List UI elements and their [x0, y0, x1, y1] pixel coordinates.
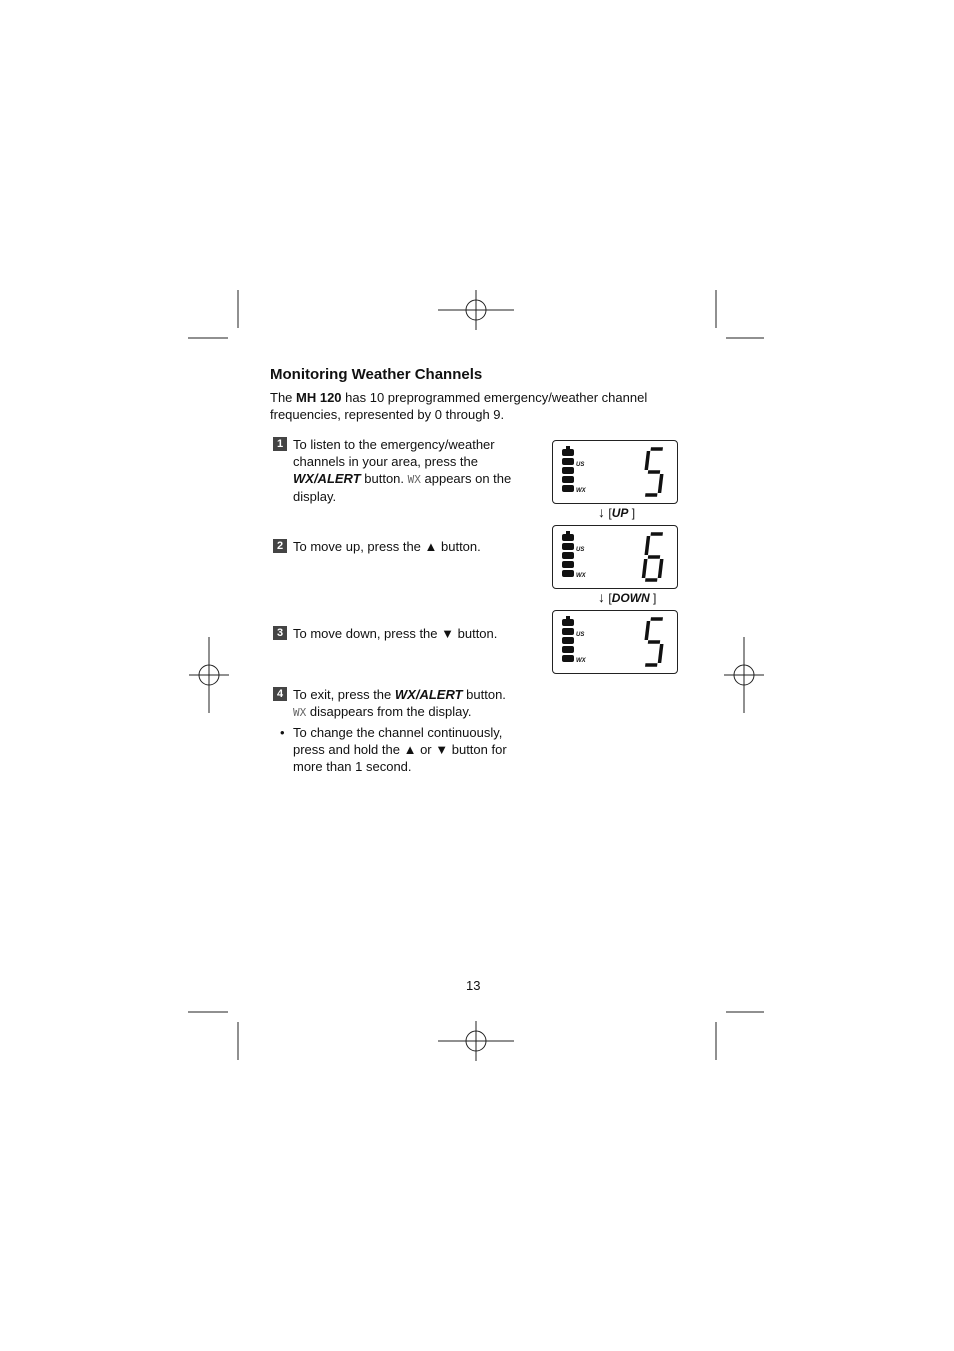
step-text: To move up, press the ▲ button.	[293, 539, 481, 554]
down-triangle-icon: ▼	[441, 626, 455, 641]
us-label: US	[576, 462, 585, 468]
step-number-badge: 3	[273, 626, 287, 640]
lcd-display	[552, 525, 678, 589]
bullet-text: To change the channel continuously, press and hold the ▲ or ▼ button for more than 1 second.	[293, 725, 507, 774]
step-3	[273, 625, 523, 642]
battery-bar	[562, 467, 574, 474]
down-arrow-icon: ↓	[598, 589, 605, 605]
segment-a	[651, 447, 663, 451]
step-number-badge: 2	[273, 539, 287, 553]
battery-cap	[566, 531, 570, 534]
segment-g	[648, 640, 660, 644]
wx-label: WX	[576, 658, 586, 664]
step-4	[273, 686, 523, 721]
battery-and-digit-icon	[553, 526, 677, 588]
model-name: MH 120	[296, 390, 342, 405]
step-2	[273, 538, 523, 555]
battery-bar	[562, 628, 574, 635]
battery-bar	[562, 561, 574, 568]
battery-and-digit-icon	[553, 441, 677, 503]
segment-e	[642, 559, 648, 578]
battery-bar	[562, 655, 574, 662]
step-text: To exit, press the WX/ALERT button. WX disappears from the display.	[293, 687, 506, 719]
battery-and-digit-icon	[553, 611, 677, 673]
battery-bar	[562, 485, 574, 492]
segment-f	[644, 536, 650, 555]
lcd-display	[552, 440, 678, 504]
wx-alert-button-name: WX/ALERT	[394, 687, 463, 702]
lcd-display	[552, 610, 678, 674]
battery-cap	[566, 446, 570, 449]
segment-a	[651, 532, 663, 536]
wx-alert-button-name: WX/ALERT	[293, 471, 361, 486]
battery-bar	[562, 552, 574, 559]
segment-a	[651, 617, 663, 621]
battery-bar	[562, 619, 574, 626]
bullet-marker: •	[280, 725, 285, 740]
wx-label: WX	[576, 573, 586, 579]
step-text: To listen to the emergency/weather channels in your area, press the WX/ALERT button. WX appears on the display.	[293, 437, 512, 504]
down-triangle-icon: ▼	[435, 742, 449, 757]
bullet-note	[280, 724, 530, 775]
segment-d	[645, 578, 657, 582]
section-title: Monitoring Weather Channels	[270, 366, 483, 383]
battery-bar	[562, 476, 574, 483]
segment-c	[658, 644, 664, 663]
battery-bar	[562, 637, 574, 644]
up-transition-label: ↓ [UP ]	[598, 504, 636, 520]
step-1	[273, 436, 523, 505]
segment-g	[648, 470, 660, 474]
wx-label: WX	[576, 488, 586, 494]
up-triangle-icon: ▲	[424, 539, 438, 554]
segment-c	[658, 474, 664, 493]
battery-bar	[562, 543, 574, 550]
battery-bar	[562, 458, 574, 465]
segment-f	[644, 621, 650, 640]
segment-c	[658, 559, 664, 578]
battery-cap	[566, 616, 570, 619]
step-text: To move down, press the ▼ button.	[293, 626, 498, 641]
battery-bar	[562, 570, 574, 577]
battery-bar	[562, 534, 574, 541]
intro-paragraph: The MH 120 has 10 preprogrammed emergency/weather channel frequencies, represented by 0 through 9.	[270, 390, 648, 422]
segment-g	[648, 555, 660, 559]
us-label: US	[576, 547, 585, 553]
down-transition-label: ↓ [DOWN ]	[598, 589, 657, 605]
battery-bar	[562, 449, 574, 456]
battery-bar	[562, 646, 574, 653]
wx-indicator-icon: WX	[407, 473, 421, 486]
wx-indicator-icon: WX	[293, 706, 307, 719]
segment-f	[644, 451, 650, 470]
us-label: US	[576, 632, 585, 638]
down-arrow-icon: ↓	[598, 504, 605, 520]
segment-d	[645, 663, 657, 667]
segment-d	[645, 493, 657, 497]
step-number-badge: 1	[273, 437, 287, 451]
step-number-badge: 4	[273, 687, 287, 701]
up-triangle-icon: ▲	[403, 742, 417, 757]
page-number: 13	[466, 978, 481, 993]
